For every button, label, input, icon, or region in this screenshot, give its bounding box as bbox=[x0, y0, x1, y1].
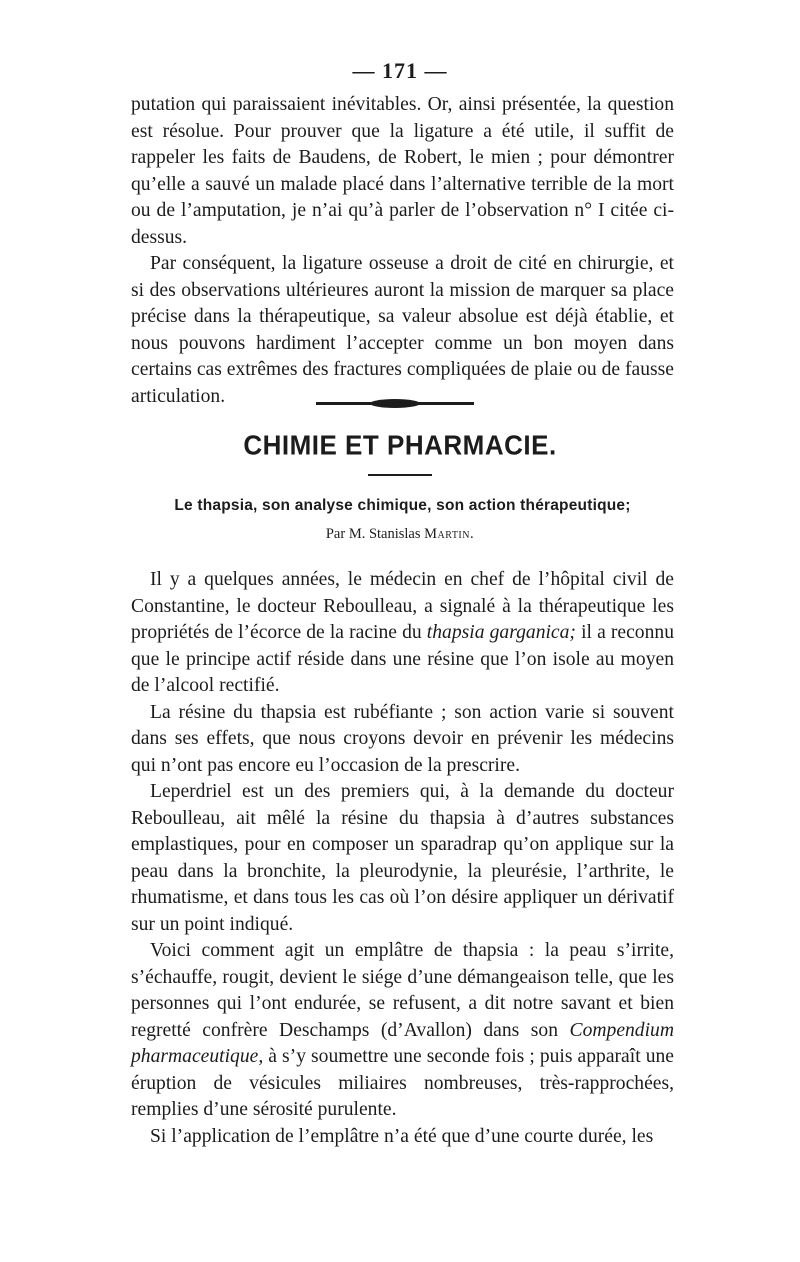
paragraph: putation qui paraissaient inévitables. Or, ainsi présentée, la question est résolue. Pour prouver que la ligature a été utile, il suffit de rappeler les faits de Baudens, de Robert, le mien ; pour démontrer qu’elle a sauvé un malade placé dans l’alternative terrible de la mort ou de l’amputation, je n’ai qu’à parler de l’observation n° I citée ci-dessus. bbox=[131, 94, 674, 248]
article-title: Le thapsia, son analyse chimique, son action thérapeutique; bbox=[174, 497, 631, 514]
page-number: — 171 — bbox=[352, 58, 448, 83]
title-underline bbox=[368, 474, 432, 476]
text-run: il a reconnu que le principe actif réside dans une résine que l’on isole au moyen de l’alcool rectifié. bbox=[131, 622, 674, 696]
text-run: à s’y soumettre une seconde fois ; puis apparaît une éruption de vésicules miliaires nombreuses, très-rapprochées, remplies d’une sérosité purulente. bbox=[131, 1046, 674, 1120]
previous-article-text bbox=[131, 92, 674, 410]
italic-term: thapsia garganica; bbox=[426, 622, 576, 643]
section-title: CHIMIE ET PHARMACIE. bbox=[243, 428, 557, 462]
byline-prefix: Par M. Stanislas bbox=[325, 526, 425, 542]
paragraph: La résine du thapsia est rubéfiante ; son action varie si souvent dans ses effets, que nous croyons devoir en prévenir les médecins qui n’ont pas encore eu l’occasion de la prescrire. bbox=[131, 701, 674, 776]
paragraph bbox=[131, 567, 674, 700]
text-run: Il y a quelques années, le médecin en chef de l’hôpital civil de Constantine, le docteur Reboulleau, a signalé à la thérapeutique les propriétés de l’écorce de la racine du bbox=[131, 569, 674, 643]
italic-term: Compendium pharmaceutique, bbox=[131, 1019, 674, 1067]
text-run: Voici comment agit un emplâtre de thapsia : la peau s’irrite, s’échauffe, rougit, devient le siége d’une démangeaison telle, que les personnes qui l’ont endurée, se refusent, a dit notre savant et bien regretté confrère Deschamps (d’Avallon) dans son bbox=[131, 940, 674, 1041]
ornamental-separator bbox=[316, 402, 474, 405]
author-name: Martin. bbox=[424, 526, 475, 542]
article-body bbox=[131, 567, 674, 1150]
paragraph: Par conséquent, la ligature osseuse a droit de cité en chirurgie, et si des observations ultérieures auront la mission de marquer sa place précise dans la thérapeutique, sa valeur absolue est déjà établie, et nous pouvons hardiment l’accepter comme un bon moyen dans certains cas extrêmes des fractures compliquées de plaie ou de fausse articulation. bbox=[131, 253, 674, 407]
byline bbox=[0, 526, 800, 543]
paragraph: Leperdriel est un des premiers qui, à la demande du docteur Reboulleau, ait mêlé la résine du thapsia à d’autres substances emplastiques, pour en composer un sparadrap qu’on applique sur la peau dans la bronchite, la pleurodynie, la pleurésie, l’arthrite, le rhumatisme, et dans tous les cas où l’on désire appliquer un dérivatif sur un point indiqué. bbox=[131, 781, 674, 935]
paragraph: Si l’application de l’emplâtre n’a été que d’une courte durée, les bbox=[150, 1125, 654, 1147]
paragraph bbox=[131, 938, 674, 1124]
